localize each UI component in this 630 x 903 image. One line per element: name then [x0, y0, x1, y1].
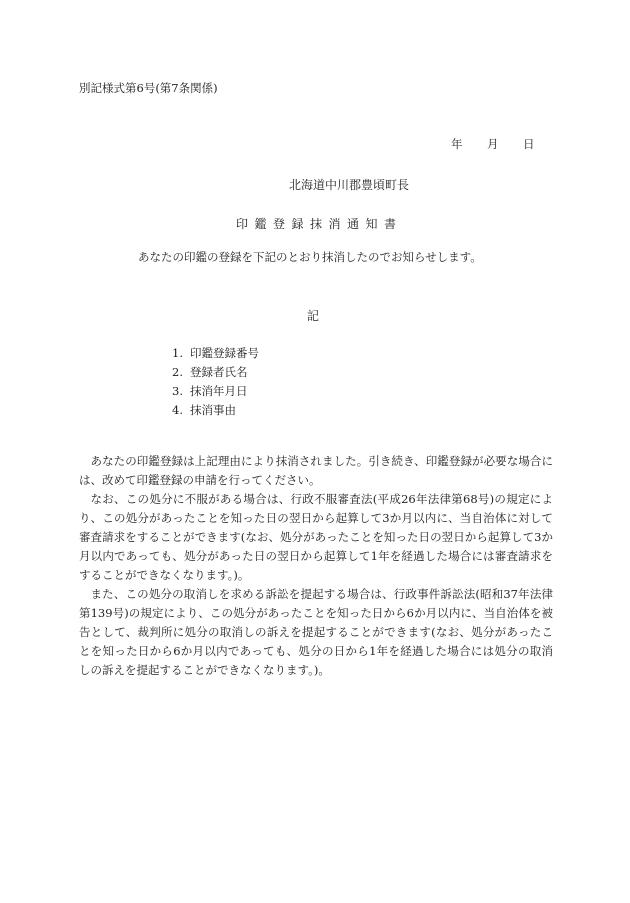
- date-year: 年: [451, 137, 463, 151]
- item-number: 1.: [172, 346, 183, 360]
- date-line: [451, 136, 535, 152]
- document-title: 印鑑登録抹消通知書: [236, 217, 403, 231]
- body-text: [79, 452, 553, 680]
- intro-text: あなたの印鑑の登録を下記のとおり抹消したのでお知らせします。: [138, 250, 482, 264]
- ki-heading: 記: [307, 309, 320, 323]
- paragraph-notice: あなたの印鑑登録は上記理由により抹消されました。引き続き、印鑑登録が必要な場合には、改めて印鑑登録の申請を行ってください。: [79, 454, 553, 487]
- item-label: 印鑑登録番号: [190, 346, 259, 360]
- item-number: 4.: [172, 403, 183, 417]
- paragraph-appeal: なお、この処分に不服がある場合は、行政不服審査法(平成26年法律第68号)の規定により、この処分があったことを知った日の翌日から起算して3か月以内に、当自治体に対して審査請求をすることができます(なお、処分があったことを知った日の翌日から起算して3か月以内であっても、処分があった日の翌日から起算して1年を経過した場合には審査請求をすることができなくなります。)。: [79, 492, 553, 582]
- list-item: [172, 344, 259, 363]
- item-number: 2.: [172, 365, 183, 379]
- list-item: [172, 382, 259, 401]
- item-number: 3.: [172, 384, 183, 398]
- issuer-name: 北海道中川郡豊頃町長: [289, 178, 410, 192]
- list-item: [172, 401, 259, 420]
- item-label: 抹消事由: [190, 403, 236, 417]
- paragraph-lawsuit: また、この処分の取消しを求める訴訟を提起する場合は、行政事件訴訟法(昭和37年法律第139号)の規定により、この処分があったことを知った日から6か月以内に、当自治体を被告として、裁判所に処分の取消しの訴えを提起することができます(なお、処分があったことを知った日から6か月以内であっても、処分の日から1年を経過した場合には処分の取消しの訴えを提起することができなくなります。)。: [79, 587, 553, 677]
- item-label: 抹消年月日: [190, 384, 248, 398]
- item-label: 登録者氏名: [190, 365, 248, 379]
- form-number: 別記様式第6号(第7条関係): [79, 81, 218, 95]
- date-day: 日: [523, 137, 535, 151]
- date-month: 月: [487, 137, 499, 151]
- item-list: [172, 344, 259, 420]
- list-item: [172, 363, 259, 382]
